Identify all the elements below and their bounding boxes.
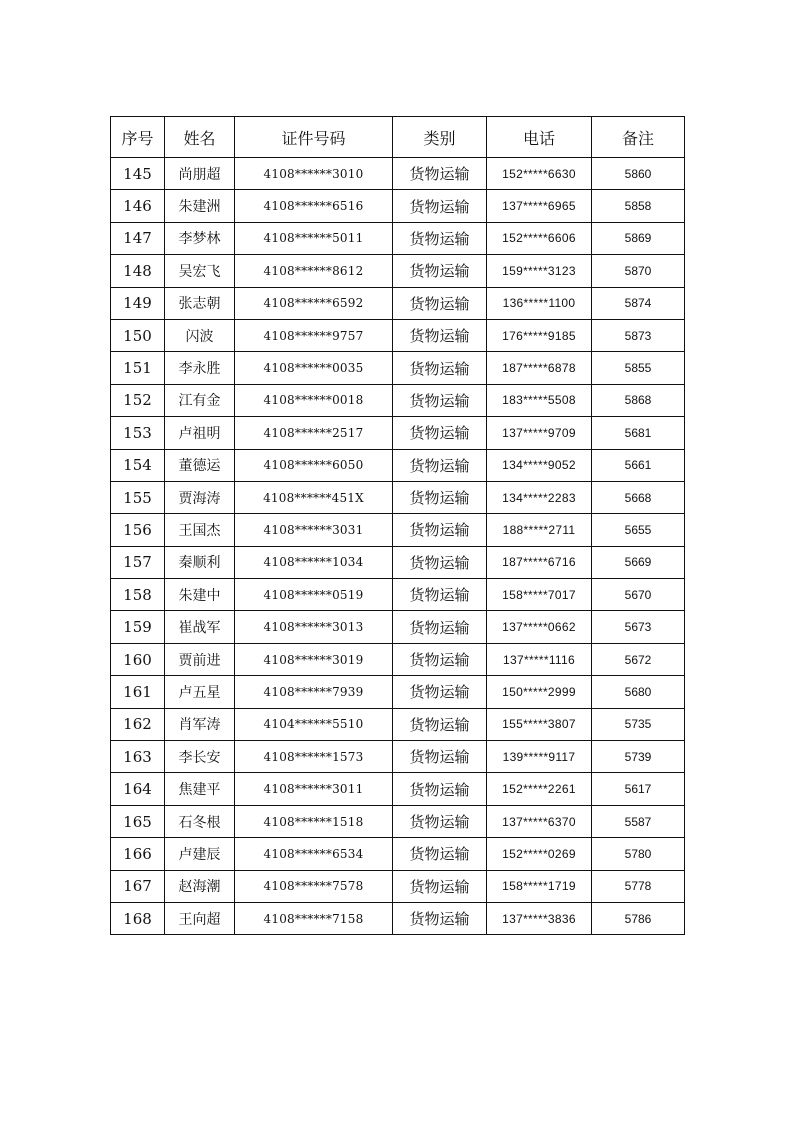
cell-name: 尚朋超 — [165, 158, 235, 190]
cell-note: 5681 — [592, 417, 685, 449]
cell-note: 5874 — [592, 287, 685, 319]
cell-seq: 155 — [111, 481, 165, 513]
cell-id-number: 4108******7939 — [235, 676, 393, 708]
table-row — [111, 417, 685, 449]
cell-id-number: 4108******3011 — [235, 773, 393, 805]
cell-name: 肖军涛 — [165, 708, 235, 740]
cell-name: 张志朝 — [165, 287, 235, 319]
cell-phone: 137*****0662 — [487, 611, 592, 643]
cell-note: 5873 — [592, 319, 685, 351]
cell-seq: 163 — [111, 741, 165, 773]
cell-id-number: 4108******1034 — [235, 546, 393, 578]
cell-name: 吴宏飞 — [165, 255, 235, 287]
cell-name: 王向超 — [165, 902, 235, 934]
cell-note: 5655 — [592, 514, 685, 546]
cell-seq: 148 — [111, 255, 165, 287]
table-row — [111, 287, 685, 319]
cell-id-number: 4108******9757 — [235, 319, 393, 351]
table-row — [111, 222, 685, 254]
cell-name: 卢五星 — [165, 676, 235, 708]
cell-id-number: 4108******451X — [235, 481, 393, 513]
cell-phone: 183*****5508 — [487, 384, 592, 416]
table-row — [111, 190, 685, 222]
cell-category: 货物运输 — [393, 643, 487, 675]
cell-category: 货物运输 — [393, 514, 487, 546]
cell-id-number: 4108******3019 — [235, 643, 393, 675]
table-row — [111, 611, 685, 643]
cell-id-number: 4108******7158 — [235, 902, 393, 934]
cell-name: 石冬根 — [165, 805, 235, 837]
header-note: 备注 — [592, 117, 685, 158]
cell-phone: 152*****6606 — [487, 222, 592, 254]
cell-category: 货物运输 — [393, 449, 487, 481]
cell-seq: 165 — [111, 805, 165, 837]
cell-category: 货物运输 — [393, 352, 487, 384]
cell-id-number: 4108******0018 — [235, 384, 393, 416]
cell-category: 货物运输 — [393, 546, 487, 578]
table-row — [111, 255, 685, 287]
cell-category: 货物运输 — [393, 741, 487, 773]
cell-note: 5587 — [592, 805, 685, 837]
table-row — [111, 546, 685, 578]
cell-name: 王国杰 — [165, 514, 235, 546]
cell-category: 货物运输 — [393, 190, 487, 222]
cell-id-number: 4108******8612 — [235, 255, 393, 287]
table-row — [111, 158, 685, 190]
cell-category: 货物运输 — [393, 255, 487, 287]
cell-phone: 137*****1116 — [487, 643, 592, 675]
table-row — [111, 514, 685, 546]
cell-seq: 157 — [111, 546, 165, 578]
cell-seq: 146 — [111, 190, 165, 222]
cell-category: 货物运输 — [393, 481, 487, 513]
cell-name: 卢建辰 — [165, 838, 235, 870]
cell-id-number: 4108******5011 — [235, 222, 393, 254]
cell-phone: 152*****2261 — [487, 773, 592, 805]
table-row — [111, 870, 685, 902]
cell-phone: 137*****6370 — [487, 805, 592, 837]
cell-note: 5868 — [592, 384, 685, 416]
cell-id-number: 4108******7578 — [235, 870, 393, 902]
cell-seq: 149 — [111, 287, 165, 319]
cell-phone: 134*****2283 — [487, 481, 592, 513]
cell-category: 货物运输 — [393, 805, 487, 837]
cell-phone: 136*****1100 — [487, 287, 592, 319]
cell-category: 货物运输 — [393, 611, 487, 643]
table-row — [111, 352, 685, 384]
header-name: 姓名 — [165, 117, 235, 158]
cell-seq: 161 — [111, 676, 165, 708]
cell-name: 江有金 — [165, 384, 235, 416]
cell-category: 货物运输 — [393, 579, 487, 611]
cell-seq: 167 — [111, 870, 165, 902]
cell-id-number: 4108******0035 — [235, 352, 393, 384]
header-row — [111, 117, 685, 158]
cell-name: 秦顺利 — [165, 546, 235, 578]
roster-table — [110, 116, 685, 935]
cell-note: 5780 — [592, 838, 685, 870]
table-row — [111, 481, 685, 513]
cell-phone: 158*****7017 — [487, 579, 592, 611]
cell-phone: 187*****6878 — [487, 352, 592, 384]
cell-note: 5778 — [592, 870, 685, 902]
cell-note: 5670 — [592, 579, 685, 611]
cell-seq: 151 — [111, 352, 165, 384]
cell-name: 焦建平 — [165, 773, 235, 805]
cell-category: 货物运输 — [393, 708, 487, 740]
cell-name: 李永胜 — [165, 352, 235, 384]
cell-seq: 152 — [111, 384, 165, 416]
cell-seq: 158 — [111, 579, 165, 611]
table-body — [111, 158, 685, 935]
cell-note: 5661 — [592, 449, 685, 481]
cell-category: 货物运输 — [393, 222, 487, 254]
cell-phone: 155*****3807 — [487, 708, 592, 740]
cell-id-number: 4108******0519 — [235, 579, 393, 611]
cell-seq: 145 — [111, 158, 165, 190]
cell-note: 5786 — [592, 902, 685, 934]
cell-note: 5735 — [592, 708, 685, 740]
cell-seq: 160 — [111, 643, 165, 675]
cell-name: 董德运 — [165, 449, 235, 481]
cell-seq: 153 — [111, 417, 165, 449]
header-category: 类别 — [393, 117, 487, 158]
cell-id-number: 4104******5510 — [235, 708, 393, 740]
cell-category: 货物运输 — [393, 870, 487, 902]
cell-name: 朱建中 — [165, 579, 235, 611]
cell-id-number: 4108******6516 — [235, 190, 393, 222]
cell-note: 5860 — [592, 158, 685, 190]
cell-seq: 166 — [111, 838, 165, 870]
cell-phone: 158*****1719 — [487, 870, 592, 902]
cell-category: 货物运输 — [393, 676, 487, 708]
cell-id-number: 4108******3013 — [235, 611, 393, 643]
table-row — [111, 676, 685, 708]
cell-note: 5668 — [592, 481, 685, 513]
cell-phone: 137*****9709 — [487, 417, 592, 449]
cell-id-number: 4108******1518 — [235, 805, 393, 837]
cell-category: 货物运输 — [393, 158, 487, 190]
cell-note: 5869 — [592, 222, 685, 254]
cell-category: 货物运输 — [393, 287, 487, 319]
table-row — [111, 902, 685, 934]
cell-seq: 162 — [111, 708, 165, 740]
table-row — [111, 805, 685, 837]
header-seq: 序号 — [111, 117, 165, 158]
cell-name: 李梦林 — [165, 222, 235, 254]
cell-name: 赵海潮 — [165, 870, 235, 902]
table-row — [111, 449, 685, 481]
cell-name: 卢祖明 — [165, 417, 235, 449]
cell-phone: 137*****3836 — [487, 902, 592, 934]
cell-category: 货物运输 — [393, 384, 487, 416]
cell-note: 5855 — [592, 352, 685, 384]
cell-name: 崔战军 — [165, 611, 235, 643]
cell-phone: 152*****0269 — [487, 838, 592, 870]
cell-note: 5680 — [592, 676, 685, 708]
cell-phone: 188*****2711 — [487, 514, 592, 546]
cell-phone: 187*****6716 — [487, 546, 592, 578]
cell-category: 货物运输 — [393, 417, 487, 449]
cell-category: 货物运输 — [393, 902, 487, 934]
table-row — [111, 741, 685, 773]
cell-id-number: 4108******3010 — [235, 158, 393, 190]
cell-id-number: 4108******6050 — [235, 449, 393, 481]
header-phone: 电话 — [487, 117, 592, 158]
cell-seq: 168 — [111, 902, 165, 934]
cell-phone: 176*****9185 — [487, 319, 592, 351]
cell-name: 贾前进 — [165, 643, 235, 675]
cell-phone: 134*****9052 — [487, 449, 592, 481]
cell-phone: 159*****3123 — [487, 255, 592, 287]
table-row — [111, 579, 685, 611]
cell-phone: 137*****6965 — [487, 190, 592, 222]
cell-note: 5739 — [592, 741, 685, 773]
table-row — [111, 838, 685, 870]
cell-id-number: 4108******6534 — [235, 838, 393, 870]
table-row — [111, 643, 685, 675]
cell-seq: 150 — [111, 319, 165, 351]
cell-note: 5673 — [592, 611, 685, 643]
cell-name: 闪波 — [165, 319, 235, 351]
cell-name: 朱建洲 — [165, 190, 235, 222]
cell-id-number: 4108******1573 — [235, 741, 393, 773]
cell-name: 李长安 — [165, 741, 235, 773]
cell-seq: 164 — [111, 773, 165, 805]
cell-seq: 156 — [111, 514, 165, 546]
cell-note: 5858 — [592, 190, 685, 222]
cell-note: 5870 — [592, 255, 685, 287]
cell-phone: 152*****6630 — [487, 158, 592, 190]
cell-category: 货物运输 — [393, 773, 487, 805]
cell-id-number: 4108******6592 — [235, 287, 393, 319]
cell-phone: 139*****9117 — [487, 741, 592, 773]
cell-id-number: 4108******3031 — [235, 514, 393, 546]
table-row — [111, 319, 685, 351]
cell-note: 5669 — [592, 546, 685, 578]
table-row — [111, 384, 685, 416]
table-row — [111, 708, 685, 740]
cell-category: 货物运输 — [393, 319, 487, 351]
cell-category: 货物运输 — [393, 838, 487, 870]
cell-seq: 154 — [111, 449, 165, 481]
cell-id-number: 4108******2517 — [235, 417, 393, 449]
cell-note: 5672 — [592, 643, 685, 675]
cell-seq: 147 — [111, 222, 165, 254]
cell-name: 贾海涛 — [165, 481, 235, 513]
table-row — [111, 773, 685, 805]
cell-seq: 159 — [111, 611, 165, 643]
cell-phone: 150*****2999 — [487, 676, 592, 708]
header-id-number: 证件号码 — [235, 117, 393, 158]
cell-note: 5617 — [592, 773, 685, 805]
table-header — [111, 117, 685, 158]
